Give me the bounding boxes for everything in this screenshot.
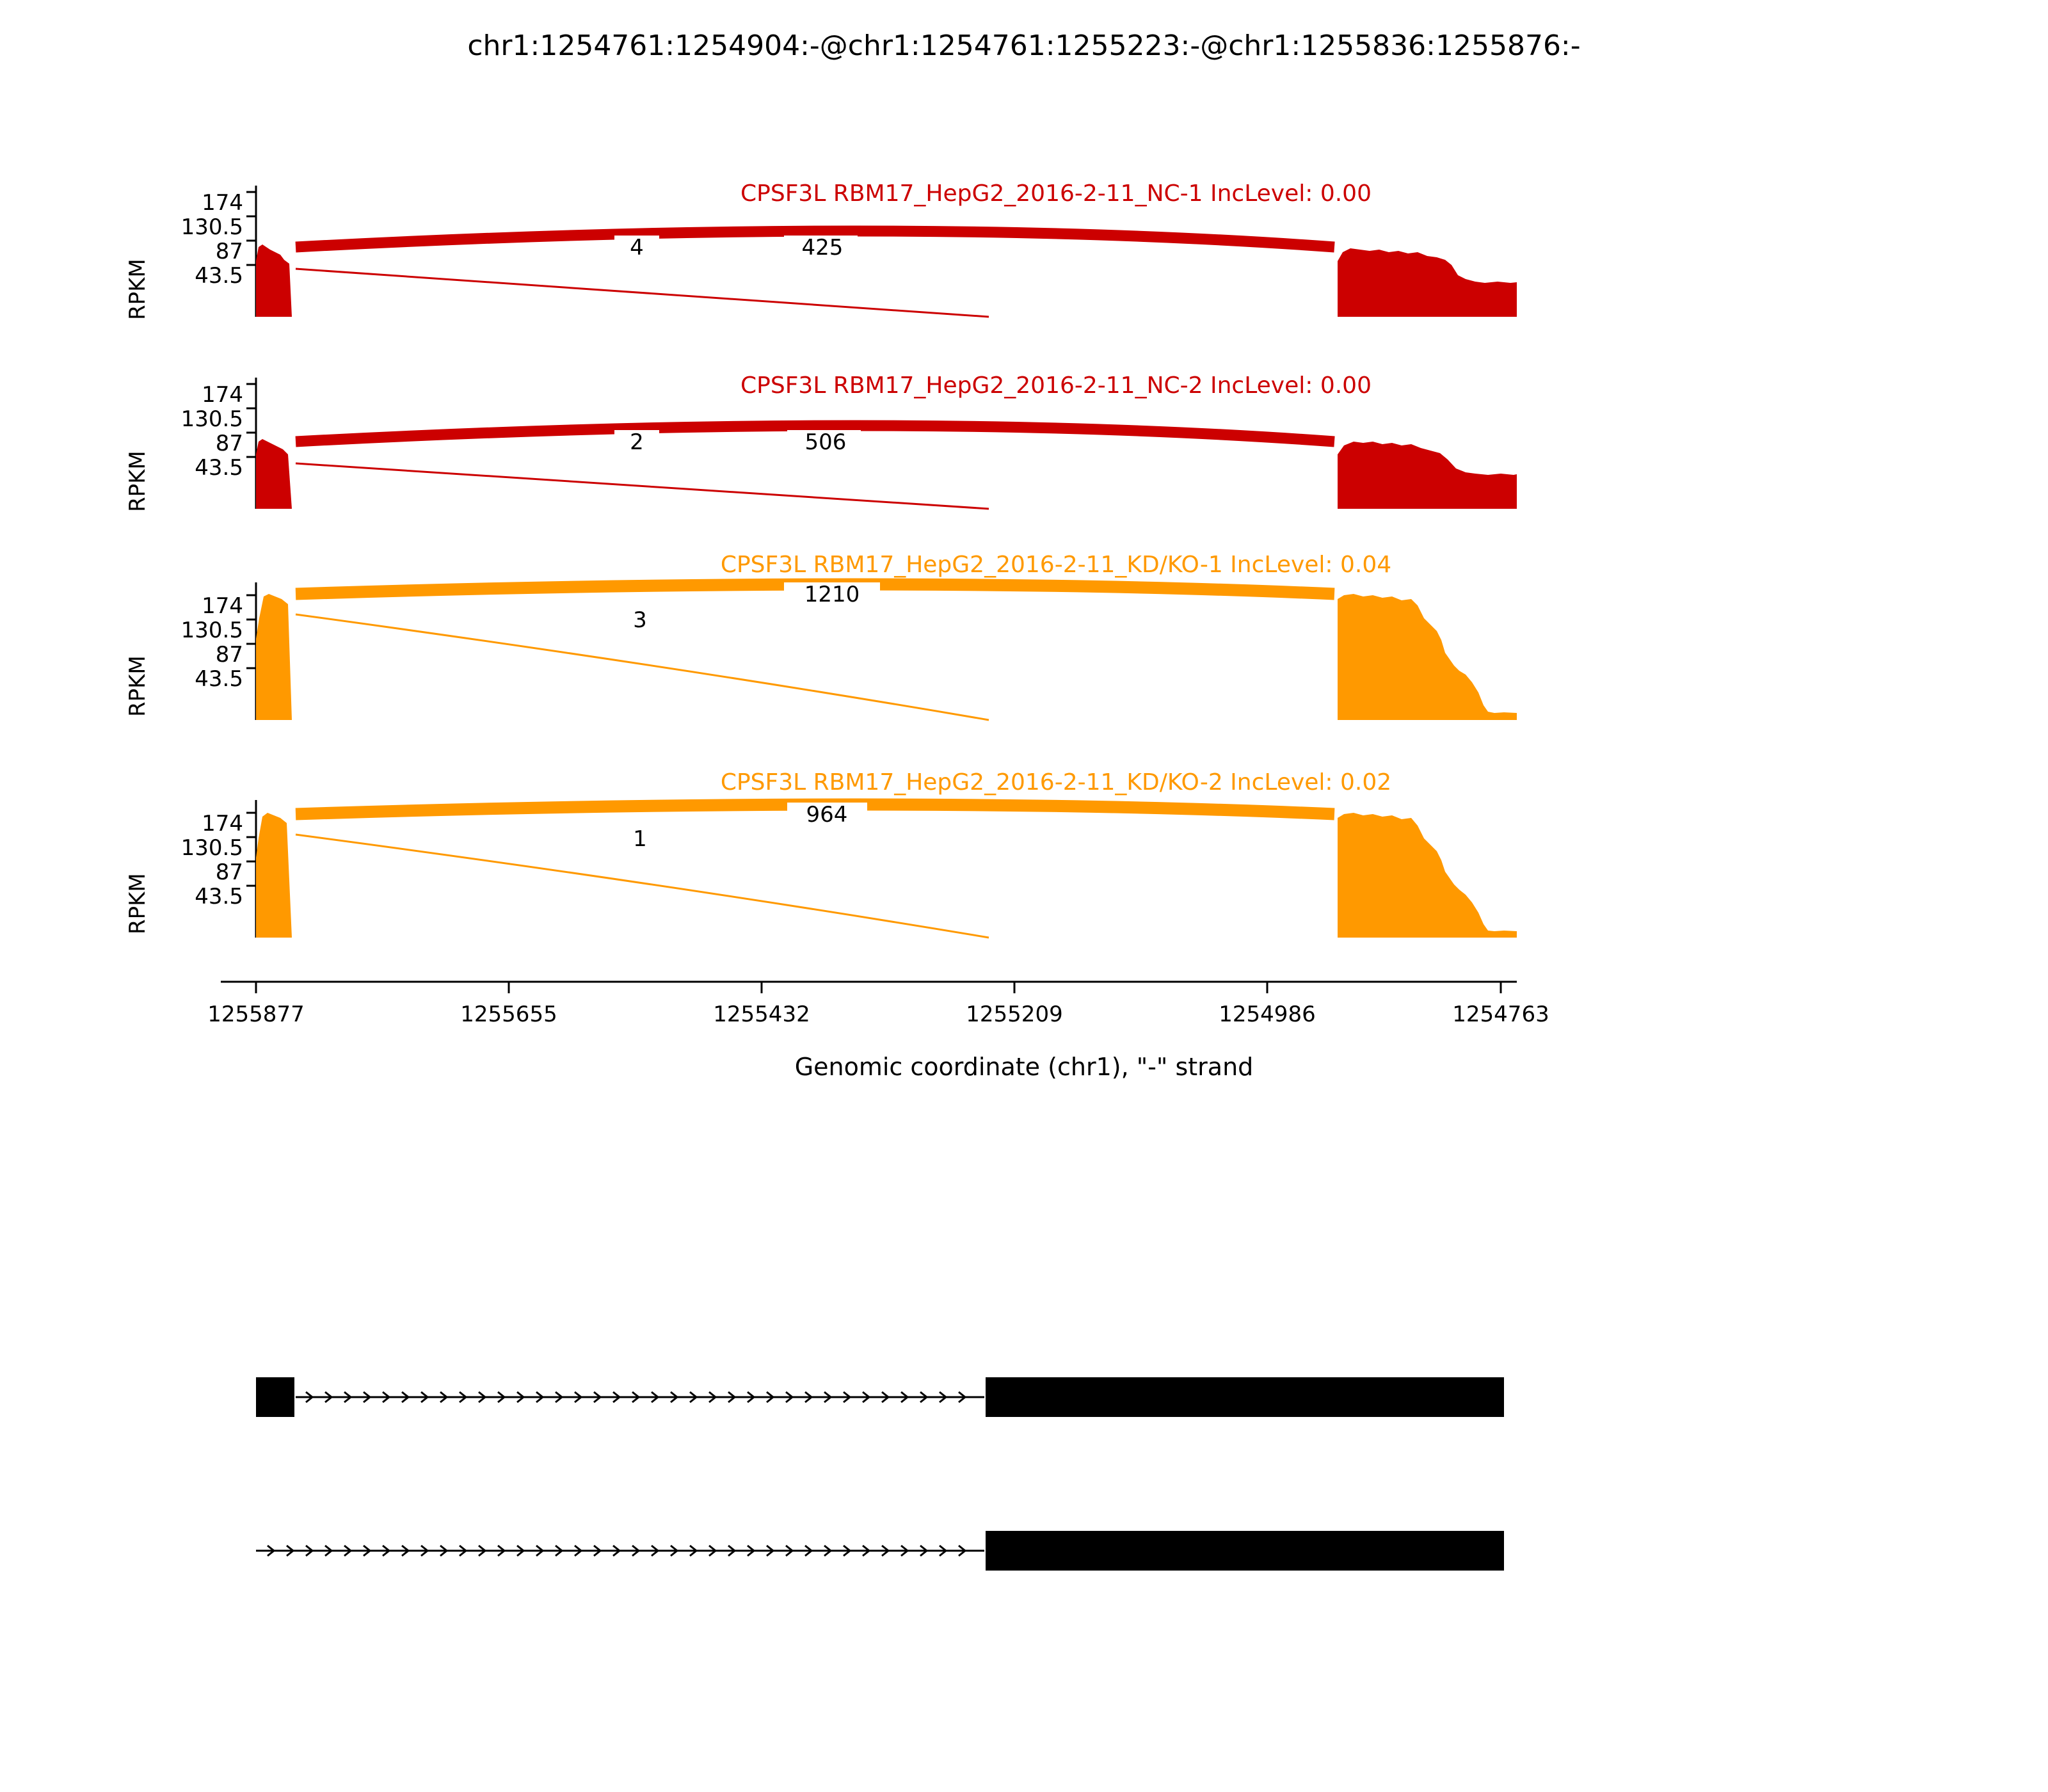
ytick-label: 174 bbox=[202, 593, 243, 619]
x-tick-label: 1255432 bbox=[713, 1002, 810, 1027]
ytick-label: 130.5 bbox=[180, 214, 243, 240]
panel-1-title: CPSF3L RBM17_HepG2_2016-2-11_NC-1 IncLevel: 0.00 bbox=[740, 180, 1372, 207]
ytick-label: 174 bbox=[202, 382, 243, 408]
x-tick-label: 1254763 bbox=[1452, 1002, 1549, 1027]
ytick-label: 130.5 bbox=[180, 835, 243, 861]
junction-count-thin: 4 bbox=[630, 235, 644, 260]
panel-4-title: CPSF3L RBM17_HepG2_2016-2-11_KD/KO-2 IncLevel: 0.02 bbox=[720, 769, 1392, 796]
transcript-models bbox=[0, 1331, 2048, 1587]
sashimi-panel-3 bbox=[0, 552, 2048, 736]
ytick-label: 43.5 bbox=[195, 666, 243, 692]
sashimi-panel-4 bbox=[0, 769, 2048, 954]
ytick-label: 43.5 bbox=[195, 455, 243, 481]
junction-count-thick: 1210 bbox=[804, 582, 860, 607]
junction-count-thin: 3 bbox=[633, 607, 647, 633]
ytick-label: 87 bbox=[215, 860, 243, 885]
panel-3-title: CPSF3L RBM17_HepG2_2016-2-11_KD/KO-1 IncLevel: 0.04 bbox=[720, 552, 1392, 578]
panel-2-ylabel: RPKM bbox=[125, 451, 150, 512]
junction-count-thick: 964 bbox=[806, 802, 848, 828]
x-tick-label: 1255209 bbox=[966, 1002, 1063, 1027]
ytick-label: 87 bbox=[215, 239, 243, 264]
ytick-label: 130.5 bbox=[180, 618, 243, 643]
x-tick-label: 1255877 bbox=[207, 1002, 305, 1027]
panel-1-plot bbox=[0, 186, 2048, 333]
ytick-label: 43.5 bbox=[195, 263, 243, 289]
x-tick-label: 1254986 bbox=[1219, 1002, 1316, 1027]
junction-count-thick: 425 bbox=[801, 235, 844, 260]
panel-4-ylabel: RPKM bbox=[125, 873, 150, 934]
x-tick-label: 1255655 bbox=[460, 1002, 557, 1027]
ytick-label: 87 bbox=[215, 642, 243, 668]
panel-2-title: CPSF3L RBM17_HepG2_2016-2-11_NC-2 IncLevel: 0.00 bbox=[740, 372, 1372, 399]
panel-1-ylabel: RPKM bbox=[125, 259, 150, 320]
sashimi-panel-1 bbox=[0, 180, 2048, 333]
ytick-label: 130.5 bbox=[180, 406, 243, 432]
page-title: chr1:1254761:1254904:-@chr1:1254761:1255223:-@chr1:1255836:1255876:- bbox=[467, 29, 1581, 62]
transcript-models-svg bbox=[0, 1331, 2048, 1587]
x-axis-label: Genomic coordinate (chr1), "-" strand bbox=[794, 1053, 1254, 1081]
junction-count-thin: 2 bbox=[630, 429, 644, 455]
transcript-isoform-skipping bbox=[256, 1531, 1504, 1571]
panel-3-plot bbox=[0, 557, 2048, 736]
junction-count-thin: 1 bbox=[633, 826, 647, 852]
ytick-label: 174 bbox=[202, 190, 243, 216]
ytick-label: 43.5 bbox=[195, 884, 243, 909]
panel-3-ylabel: RPKM bbox=[125, 655, 150, 717]
ytick-label: 174 bbox=[202, 811, 243, 836]
junction-count-thick: 506 bbox=[804, 429, 847, 455]
panel-2-plot bbox=[0, 378, 2048, 525]
transcript-isoform-inclusion bbox=[256, 1377, 1504, 1417]
ytick-label: 87 bbox=[215, 431, 243, 456]
panel-4-plot bbox=[0, 774, 2048, 954]
sashimi-panel-2 bbox=[0, 372, 2048, 525]
